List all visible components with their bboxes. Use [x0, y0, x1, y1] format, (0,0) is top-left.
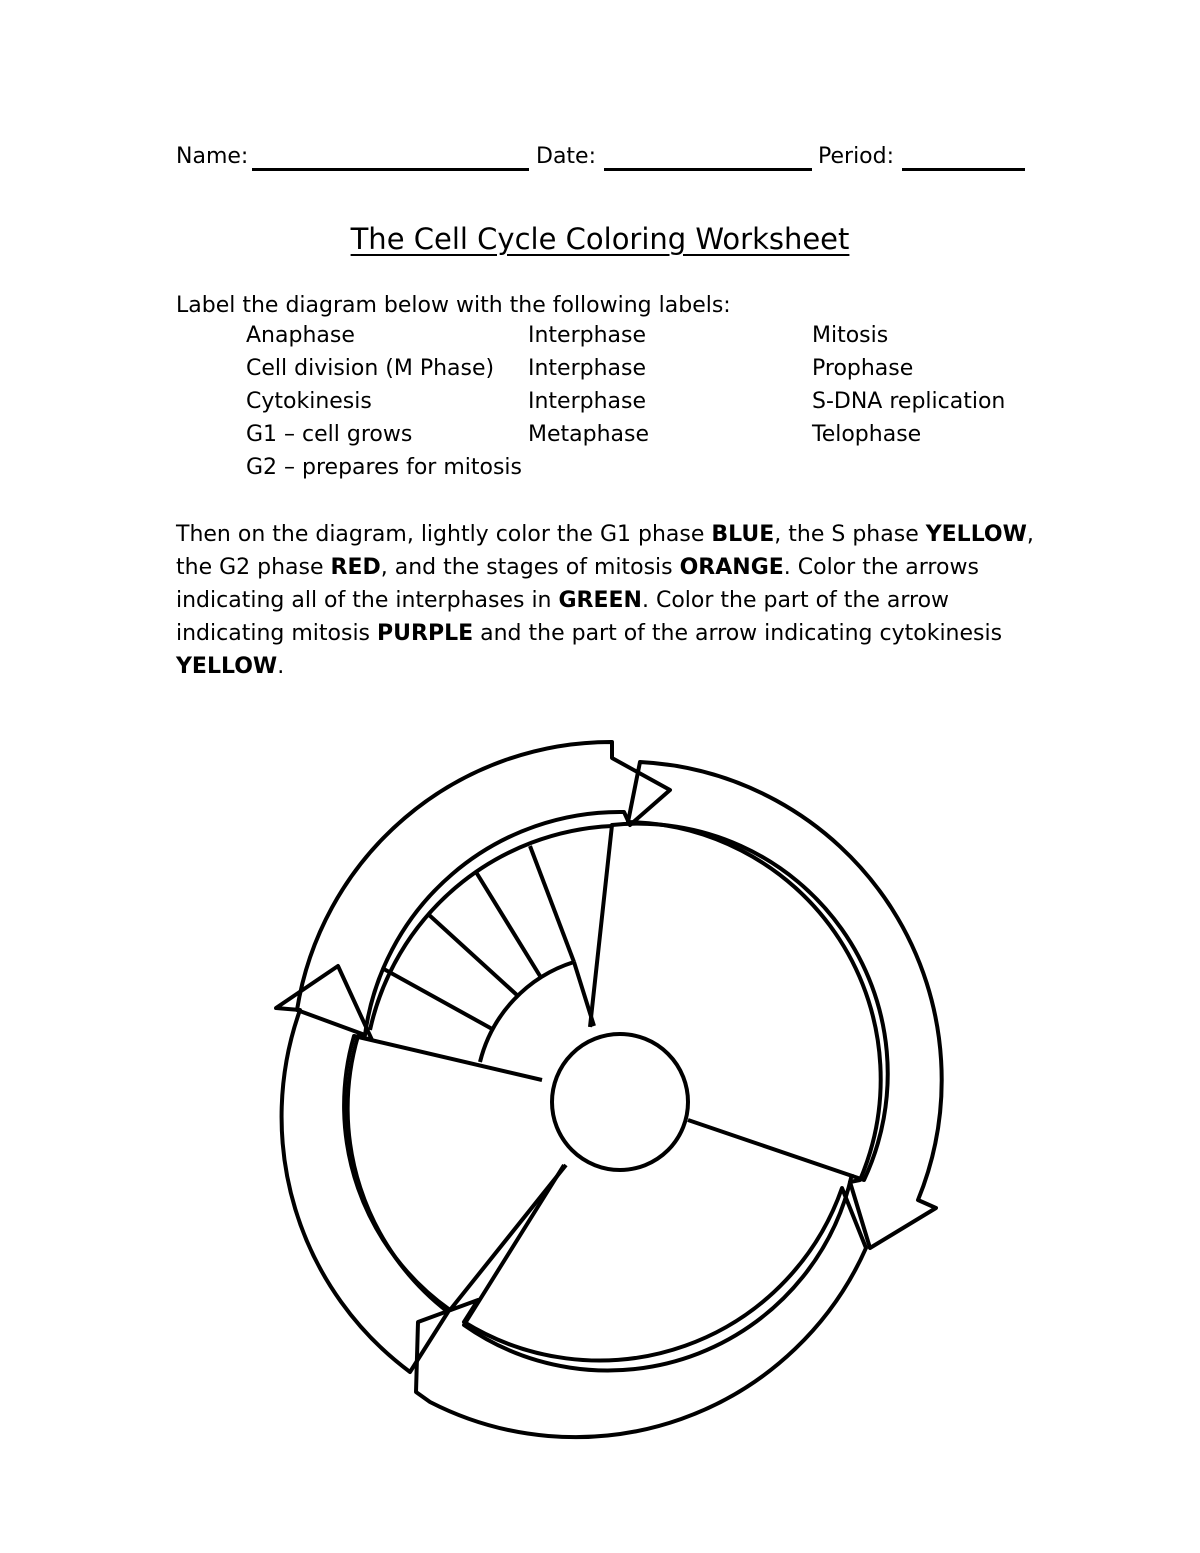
fan-divider	[428, 914, 518, 996]
label-item: Interphase	[528, 356, 647, 381]
label-item: G1 – cell grows	[246, 422, 413, 447]
fan-divider	[476, 872, 540, 976]
label-item: Cell division (M Phase)	[246, 356, 495, 381]
arrow-top	[297, 742, 670, 1035]
arrow-bottom	[416, 1188, 866, 1437]
color-word-purple: PURPLE	[377, 621, 474, 646]
label-item: Cytokinesis	[246, 389, 372, 414]
text-segment: . Color the part of the arrow indicating mitosis	[176, 588, 950, 646]
color-word-green: GREEN	[558, 588, 642, 613]
label-item: Mitosis	[812, 323, 889, 348]
label-item: Interphase	[528, 323, 647, 348]
instructions-text: Label the diagram below with the following labels:	[176, 293, 731, 318]
text-segment: , and the stages of mitosis	[380, 555, 680, 580]
fan-divider	[382, 968, 494, 1030]
color-word-red: RED	[330, 555, 381, 580]
fan-divider	[530, 846, 574, 962]
label-item: Prophase	[812, 356, 914, 381]
arrow-right	[628, 762, 942, 1248]
color-word-yellow: YELLOW	[925, 522, 1027, 547]
label-item: S-DNA replication	[812, 389, 1006, 414]
mitosis-fan-inner	[480, 962, 574, 1062]
color-word-yellow: YELLOW	[176, 654, 278, 679]
fan-divider	[574, 962, 594, 1026]
text-segment: , the G2 phase	[176, 522, 1034, 580]
text-segment: .	[277, 654, 285, 679]
header-fields	[176, 140, 1036, 176]
wedge-left	[344, 1036, 566, 1310]
arrow-left	[276, 966, 448, 1372]
date-blank[interactable]	[604, 168, 812, 171]
name-blank[interactable]	[252, 168, 529, 171]
date-label: Date:	[536, 144, 596, 169]
wedge-lower	[464, 1165, 852, 1370]
text-segment: and the part of the arrow indicating cytokinesis	[473, 621, 1003, 646]
label-item: Metaphase	[528, 422, 650, 447]
worksheet-title: The Cell Cycle Coloring Worksheet	[350, 222, 850, 256]
color-word-orange: ORANGE	[679, 555, 784, 580]
color-word-blue: BLUE	[711, 522, 775, 547]
period-label: Period:	[818, 144, 895, 169]
label-item: Anaphase	[246, 323, 355, 348]
label-item: G2 – prepares for mitosis	[246, 455, 522, 480]
text-segment: . Color the arrows indicating all of the interphases in	[176, 555, 979, 613]
wedge-upper-right	[590, 824, 888, 1180]
cell-cycle-diagram	[0, 690, 1200, 1470]
text-segment: Then on the diagram, lightly color the G1 phase	[176, 522, 712, 547]
name-label: Name:	[176, 144, 249, 169]
period-blank[interactable]	[902, 168, 1025, 171]
coloring-instructions	[176, 518, 1056, 683]
label-item: Interphase	[528, 389, 647, 414]
text-segment: , the S phase	[774, 522, 926, 547]
center-circle	[552, 1034, 688, 1170]
label-item: Telophase	[812, 422, 922, 447]
